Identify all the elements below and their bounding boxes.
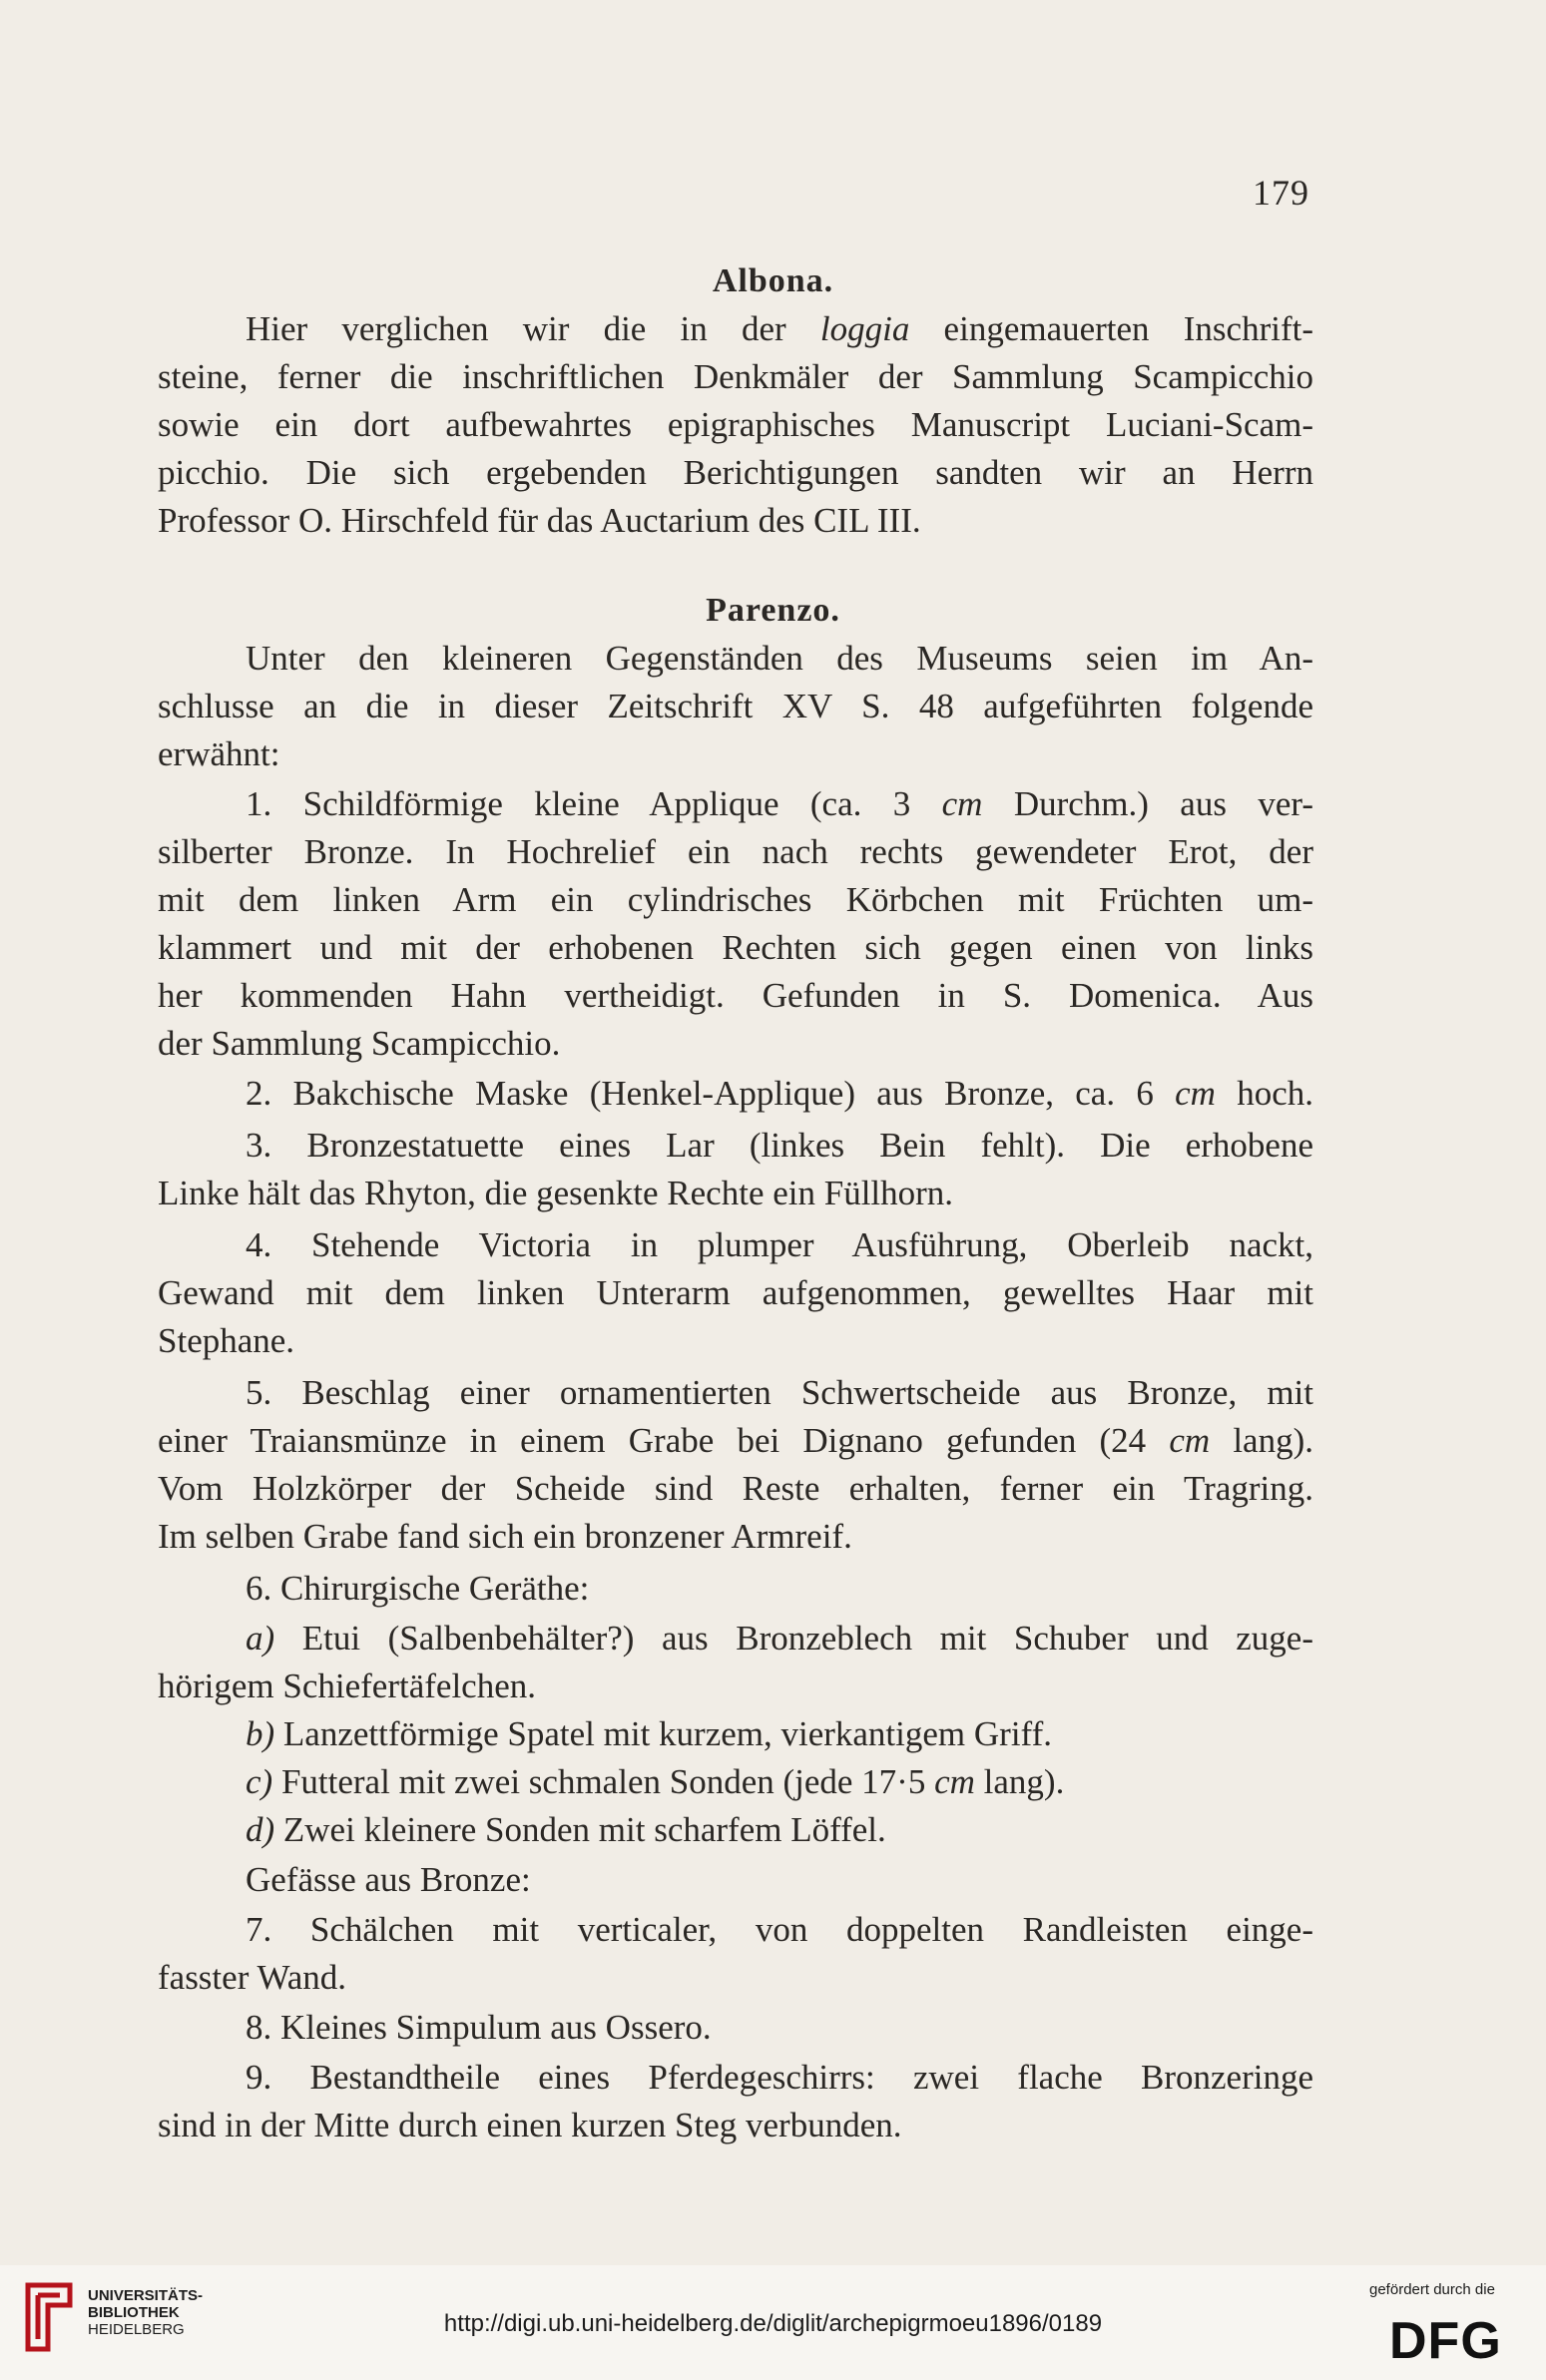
text-line: Im selben Grabe fand sich ein bronzener Armreif. [158, 1517, 852, 1556]
text-line: Linke hält das Rhyton, die gesenkte Rechte ein Füllhorn. [158, 1174, 954, 1212]
text-line: sind in der Mitte durch einen kurzen Steg verbunden. [158, 2106, 902, 2144]
library-name-line: HEIDELBERG [88, 2321, 185, 2338]
funding-caption: gefördert durch die [1369, 2281, 1495, 2298]
section-heading-parenzo: Parenzo. [706, 592, 840, 629]
text-line: Gefässe aus Bronze: [246, 1860, 531, 1899]
text-line: mit dem linken Arm ein cylindrisches Körbchen mit Früchten um- [158, 880, 1313, 919]
permalink-url[interactable]: http://digi.ub.uni-heidelberg.de/diglit/archepigrmoeu1896/0189 [443, 2310, 1103, 2337]
text-line: b) Lanzettförmige Spatel mit kurzem, vierkantigem Griff. [246, 1714, 1052, 1753]
dfg-logo: DFG [1389, 2312, 1502, 2370]
text-line: 4. Stehende Victoria in plumper Ausführung, Oberleib nackt, [246, 1225, 1313, 1264]
text-line: schlusse an die in dieser Zeitschrift XV S. 48 aufgeführten folgende [158, 687, 1313, 725]
text-line: 8. Kleines Simpulum aus Ossero. [246, 2008, 712, 2047]
page-number: 179 [1253, 173, 1309, 213]
text-line: erwähnt: [158, 734, 280, 773]
text-line: 2. Bakchische Maske (Henkel-Applique) aus Bronze, ca. 6 cm hoch. [246, 1074, 1313, 1113]
text-line: picchio. Die sich ergebenden Berichtigungen sandten wir an Herrn [158, 453, 1313, 492]
text-line: Unter den kleineren Gegenständen des Museums seien im An- [246, 639, 1313, 678]
text-line: Hier verglichen wir die in der loggia eingemauerten Inschrift- [246, 309, 1313, 348]
text-line: Stephane. [158, 1321, 295, 1360]
section-heading-albona: Albona. [712, 262, 834, 299]
text-line: klammert und mit der erhobenen Rechten sich gegen einen von links [158, 928, 1313, 967]
text-line: c) Futteral mit zwei schmalen Sonden (jede 17·5 cm lang). [246, 1762, 1065, 1801]
text-line: sowie ein dort aufbewahrtes epigraphisches Manuscript Luciani-Scam- [158, 405, 1313, 444]
text-line: 6. Chirurgische Geräthe: [246, 1569, 590, 1608]
text-line: Professor O. Hirschfeld für das Auctarium des CIL III. [158, 501, 921, 540]
library-name-line: UNIVERSITÄTS- [88, 2287, 204, 2304]
text-line: Gewand mit dem linken Unterarm aufgenommen, gewelltes Haar mit [158, 1273, 1313, 1312]
text-line: steine, ferner die inschriftlichen Denkmäler der Sammlung Scampicchio [158, 357, 1313, 396]
text-line: 5. Beschlag einer ornamentierten Schwertscheide aus Bronze, mit [246, 1373, 1313, 1412]
text-line: 1. Schildförmige kleine Applique (ca. 3 cm Durchm.) aus ver- [246, 784, 1313, 823]
text-line: 3. Bronzestatuette eines Lar (linkes Bein fehlt). Die erhobene [246, 1126, 1313, 1165]
text-line: d) Zwei kleinere Sonden mit scharfem Löffel. [246, 1810, 886, 1849]
text-line: einer Traiansmünze in einem Grabe bei Dignano gefunden (24 cm lang). [158, 1421, 1313, 1460]
text-line: der Sammlung Scampicchio. [158, 1024, 561, 1063]
text-line: 9. Bestandtheile eines Pferdegeschirrs: zwei flache Bronzeringe [246, 2058, 1313, 2097]
text-line: fasster Wand. [158, 1958, 346, 1997]
text-line: her kommenden Hahn vertheidigt. Gefunden in S. Domenica. Aus [158, 976, 1313, 1015]
text-line: Vom Holzkörper der Scheide sind Reste erhalten, ferner ein Tragring. [158, 1469, 1313, 1508]
text-line: silberter Bronze. In Hochrelief ein nach rechts gewendeter Erot, der [158, 832, 1313, 871]
text-line: 7. Schälchen mit verticaler, von doppelten Randleisten einge- [246, 1910, 1313, 1949]
text-line: hörigem Schiefertäfelchen. [158, 1666, 536, 1705]
library-name-line: BIBLIOTHEK [88, 2304, 180, 2321]
text-line: a) Etui (Salbenbehälter?) aus Bronzeblech mit Schuber und zuge- [246, 1619, 1313, 1658]
